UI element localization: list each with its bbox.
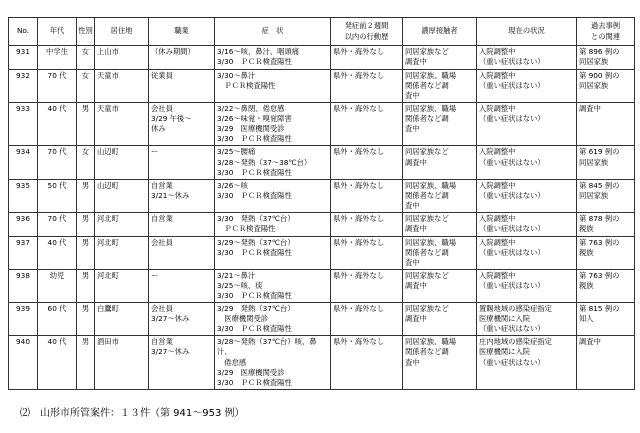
cell-job: ー — [149, 270, 215, 303]
cell-symptoms: 3/29 発熱（37℃台） 医療機関受診 3/30 ＰＣＲ検査陽性 — [215, 303, 331, 336]
cell-sex: 男 — [77, 179, 95, 212]
cell-residence: 河北町 — [95, 236, 149, 269]
cell-residence: 河北町 — [95, 212, 149, 236]
table-row — [9, 236, 635, 269]
cell-job: 自営業 3/21～休み — [149, 179, 215, 212]
cell-relation: 第 896 例の 同居家族 — [577, 46, 635, 70]
cell-sex: 女 — [77, 146, 95, 179]
cell-job: 会社員 3/27～休み — [149, 303, 215, 336]
cell-no: 940 — [9, 336, 38, 389]
cell-contacts: 同居家族など 調査中 — [403, 46, 477, 70]
cell-status: 入院調整中 （重い症状はない） — [477, 46, 577, 70]
cell-status: 入院調整中 （重い症状はない） — [477, 236, 577, 269]
cell-age: 70 代 — [38, 212, 77, 236]
header-residence: 居住地 — [95, 18, 149, 46]
table-row — [9, 46, 635, 70]
cell-sex: 男 — [77, 212, 95, 236]
cell-relation: 第 878 例の 親族 — [577, 212, 635, 236]
cell-contacts: 同居家族など 調査中 — [403, 146, 477, 179]
cell-status: 庄内地域の感染症指定 医療機関に入院 （重い症状はない） — [477, 336, 577, 389]
case-table — [8, 17, 635, 390]
table-header-row — [9, 18, 635, 46]
cell-contacts: 同居家族など 調査中 — [403, 270, 477, 303]
cell-relation: 第 619 例の 同居家族 — [577, 146, 635, 179]
cell-job: （休み期間） — [149, 46, 215, 70]
cell-no: 938 — [9, 270, 38, 303]
cell-age: 70 代 — [38, 70, 77, 103]
cell-residence: 河北町 — [95, 270, 149, 303]
cell-travel: 県外・海外なし — [331, 146, 403, 179]
cell-residence: 上山市 — [95, 46, 149, 70]
cell-status: 入院調整中 （重い症状はない） — [477, 212, 577, 236]
cell-status: 入院調整中 （重い症状はない） — [477, 270, 577, 303]
cell-sex: 女 — [77, 46, 95, 70]
cell-status: 入院調整中 （重い症状はない） — [477, 146, 577, 179]
cell-status: 置賜地域の感染症指定 医療機関に入院 （重い症状はない） — [477, 303, 577, 336]
cell-relation: 調査中 — [577, 336, 635, 389]
cell-job: 従業員 — [149, 70, 215, 103]
header-relation: 過去事例 との関連 — [577, 18, 635, 46]
table-row — [9, 336, 635, 389]
cell-status: 入院調整中 （重い症状はない） — [477, 70, 577, 103]
table-row — [9, 103, 635, 146]
cell-sex: 男 — [77, 303, 95, 336]
cell-sex: 女 — [77, 70, 95, 103]
cell-symptoms: 3/16～咳、鼻汁、咽頭痛 3/30 ＰＣＲ検査陽性 — [215, 46, 331, 70]
cell-job: 会社員 3/29 午後～ 休み — [149, 103, 215, 146]
header-travel: 発症前２週間 以内の行動歴 — [331, 18, 403, 46]
section-heading: ⑵ 山形市所管案件：１３件（第 941～953 例） — [20, 408, 245, 419]
cell-symptoms: 3/22～鼻閉、倦怠感 3/26～味覚・嗅覚障害 3/29 医療機関受診 3/30 ＰＣＲ検査陽性 — [215, 103, 331, 146]
cell-travel: 県外・海外なし — [331, 103, 403, 146]
cell-contacts: 同居家族、職場 関係者など調 査中 — [403, 236, 477, 269]
cell-no: 939 — [9, 303, 38, 336]
cell-no: 932 — [9, 70, 38, 103]
cell-no: 935 — [9, 179, 38, 212]
cell-residence: 山辺町 — [95, 179, 149, 212]
cell-age: 40 代 — [38, 103, 77, 146]
cell-age: 70 代 — [38, 146, 77, 179]
cell-contacts: 同居家族など 調査中 — [403, 303, 477, 336]
cell-no: 936 — [9, 212, 38, 236]
cell-relation: 第 763 例の 親族 — [577, 236, 635, 269]
cell-no: 937 — [9, 236, 38, 269]
cell-age: 幼児 — [38, 270, 77, 303]
cell-contacts: 同居家族、職場 関係者など調 査中 — [403, 179, 477, 212]
cell-symptoms: 3/21～鼻汁 3/25～咳、痰 3/30 ＰＣＲ検査陽性 — [215, 270, 331, 303]
cell-job: ー — [149, 146, 215, 179]
cell-travel: 県外・海外なし — [331, 303, 403, 336]
cell-residence: 白鷹町 — [95, 303, 149, 336]
cell-travel: 県外・海外なし — [331, 46, 403, 70]
cell-relation: 調査中 — [577, 103, 635, 146]
cell-symptoms: 3/29～発熱（37℃台） 3/30 ＰＣＲ検査陽性 — [215, 236, 331, 269]
cell-sex: 男 — [77, 103, 95, 146]
cell-symptoms: 3/26～咳 3/30 ＰＣＲ検査陽性 — [215, 179, 331, 212]
cell-relation: 第 900 例の 同居家族 — [577, 70, 635, 103]
cell-no: 934 — [9, 146, 38, 179]
cell-no: 933 — [9, 103, 38, 146]
cell-status: 入院調整中 （重い症状はない） — [477, 179, 577, 212]
cell-residence: 山辺町 — [95, 146, 149, 179]
table-row — [9, 303, 635, 336]
table-row — [9, 179, 635, 212]
cell-travel: 県外・海外なし — [331, 336, 403, 389]
cell-relation: 第 845 例の 同居家族 — [577, 179, 635, 212]
cell-age: 40 代 — [38, 236, 77, 269]
cell-sex: 男 — [77, 236, 95, 269]
cell-relation: 第 815 例の 知人 — [577, 303, 635, 336]
cell-travel: 県外・海外なし — [331, 179, 403, 212]
table-row — [9, 146, 635, 179]
header-contacts: 濃厚接触者 — [403, 18, 477, 46]
header-symptoms: 症 状 — [215, 18, 331, 46]
cell-contacts: 同居家族、職場 関係者など調 査中 — [403, 70, 477, 103]
cell-symptoms: 3/25～腰痛 3/28～発熱（37～38℃台） 3/30 ＰＣＲ検査陽性 — [215, 146, 331, 179]
cell-age: 60 代 — [38, 303, 77, 336]
table-row — [9, 270, 635, 303]
cell-age: 中学生 — [38, 46, 77, 70]
table-row — [9, 212, 635, 236]
cell-contacts: 同居家族、職場 関係者など調 査中 — [403, 103, 477, 146]
cell-symptoms: 3/28～発熱（37℃台）咳、鼻汁、 倦怠感 3/29 医療機関受診 3/30 ＰＣＲ検査陽性 — [215, 336, 331, 389]
cell-age: 40 代 — [38, 336, 77, 389]
header-sex: 性別 — [77, 18, 95, 46]
cell-contacts: 同居家族など 調査中 — [403, 212, 477, 236]
cell-travel: 県外・海外なし — [331, 270, 403, 303]
header-status: 現在の状況 — [477, 18, 577, 46]
cell-contacts: 同居家族、職場 関係者など調 査中 — [403, 336, 477, 389]
cell-relation: 第 763 例の 親族 — [577, 270, 635, 303]
cell-travel: 県外・海外なし — [331, 212, 403, 236]
cell-job: 自営業 — [149, 212, 215, 236]
cell-age: 50 代 — [38, 179, 77, 212]
cell-travel: 県外・海外なし — [331, 70, 403, 103]
header-job: 職業 — [149, 18, 215, 46]
cell-symptoms: 3/30～鼻汁 ＰＣＲ検査陽性 — [215, 70, 331, 103]
cell-residence: 天童市 — [95, 103, 149, 146]
cell-no: 931 — [9, 46, 38, 70]
cell-status: 入院調整中 （重い症状はない） — [477, 103, 577, 146]
header-no: No. — [9, 18, 38, 46]
table-row — [9, 70, 635, 103]
cell-sex: 男 — [77, 336, 95, 389]
header-age: 年代 — [38, 18, 77, 46]
cell-residence: 天童市 — [95, 70, 149, 103]
cell-travel: 県外・海外なし — [331, 236, 403, 269]
cell-job: 自営業 3/27～休み — [149, 336, 215, 389]
cell-residence: 酒田市 — [95, 336, 149, 389]
cell-symptoms: 3/30 発熱（37℃台） ＰＣＲ検査陽性 — [215, 212, 331, 236]
cell-sex: 男 — [77, 270, 95, 303]
cell-job: 会社員 — [149, 236, 215, 269]
